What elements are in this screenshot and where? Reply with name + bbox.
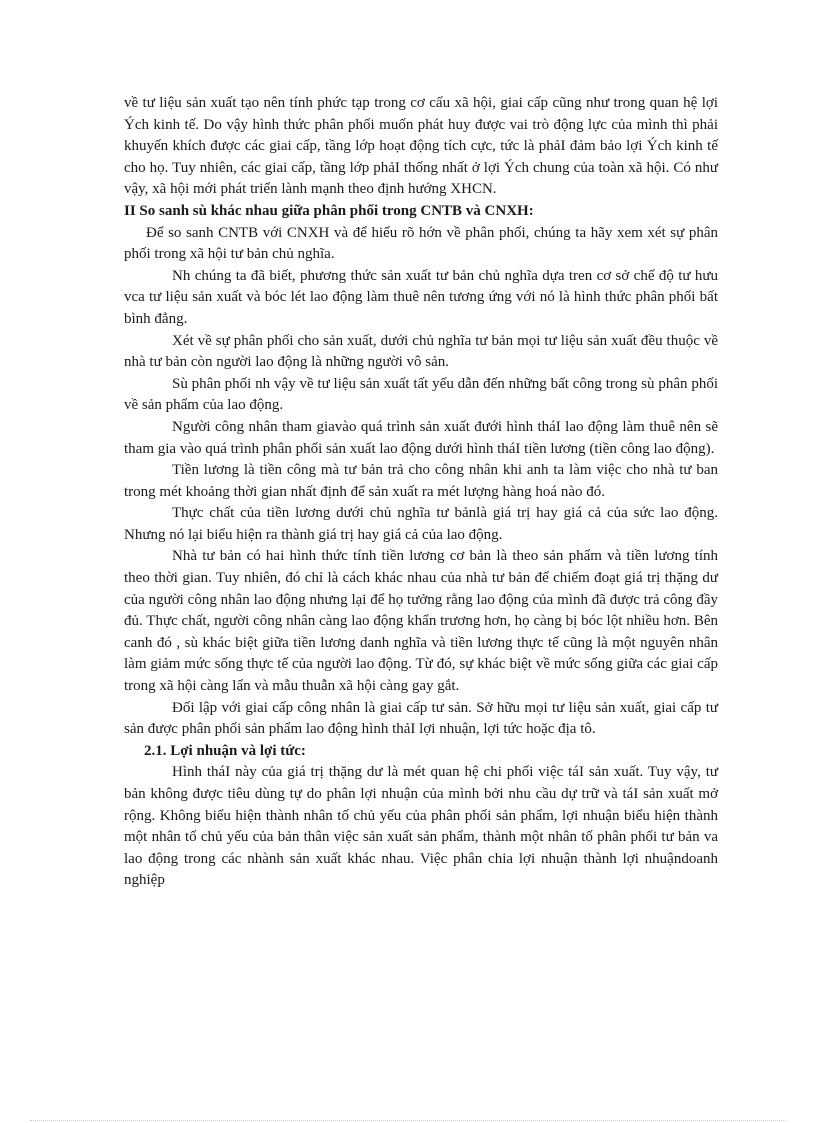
paragraph: Tiền lương là tiền công mà tư bản trả cho công nhân khi anh ta làm việc cho nhà tư ban trong mét khoảng thời gian nhất định để sản xuất ra mét lượng hàng hoá nào đó. bbox=[124, 462, 718, 500]
paragraph: Nh chúng ta đã biết, phương thức sản xuất tư bản chủ nghĩa dựa tren cơ sở chế độ tư hưu vca tư liệu sản xuất và bóc lét lao động làm thuê nên tương ứng với nó là hình thức phân phối bất bình đẳng. bbox=[124, 267, 718, 327]
paragraph: Xét về sự phân phối cho sản xuất, dưới chủ nghĩa tư bản mọi tư liệu sản xuất đều thuộc về nhà tư bản còn người lao động là những người vô sản. bbox=[124, 332, 718, 371]
paragraph: Đối lập với giai cấp công nhân là giai cấp tư sản. Sở hữu mọi tư liệu sản xuất, giai cấp tư sản được phân phối sản phẩm lao động hình thảI lợi nhuận, lợi tức hoặc địa tô. bbox=[124, 699, 718, 738]
paragraph: Nhà tư bản có hai hình thức tính tiền lương cơ bản là theo sản phẩm và tiền lương tính theo thời gian. Tuy nhiên, đó chỉ là cách khác nhau của nhà tư bản để chiếm đoạt giá trị thặng dư của người công nhân lao động nhưng lại để họ tưởng rằng lao động của mình đã được trả công đầy đủ. Thực chất, người công nhân càng lao động khẩn trương hơn, họ càng bị bóc lột nhiều hơn. Bên canh đó , sù khác biệt giữa tiền lương danh nghĩa và tiền lương thực tế cũng là một nguyên nhân làm giảm mức sống thực tế của người lao động. Từ đó, sự khác biệt về mức sống giữa các giai cấp trong xã hội càng lẩn và mẫu thuẫn xã hội càng gay gắt. bbox=[124, 548, 718, 695]
paragraph: Hình tháI này của giá trị thặng dư là mét quan hệ chi phối việc táI sản xuất. Tuy vậy, tư bản không được tiêu dùng tự do phân lợi nhuận của mình bởi nhu cầu dự trữ và táI sản xuất mở rộng. Không biểu hiện thành nhân tố chủ yếu của phân phối sản phẩm, lợi nhuận biểu hiện thành một nhân tố chủ yếu của bản thân việc sản xuất sản phẩm, thành một nhân tố phân phối tư bản va lao động trong các nhành sản xuất khác nhau. Việc phân chia lợi nhuận thành lợi nhuậndoanh nghiệp bbox=[124, 764, 718, 889]
paragraph: Để so sanh CNTB với CNXH và để hiểu rõ hớn về phân phối, chúng ta hãy xem xét sự phân phối trong xã hội tư bản chủ nghĩa. bbox=[124, 224, 718, 263]
paragraph-continuation: về tư liệu sản xuất tạo nên tính phức tạp trong cơ cấu xã hội, giai cấp cũng như trong quan hệ lợi Ých kinh tế. Do vậy hình thức phân phối muốn phát huy được vai trò động lực của mình thì phải khuyến khích được các giai cấp, tầng lớp hoạt động tích cực, tức là phảI đảm bảo lợi Ých kinh tế cho họ. Tuy nhiên, các giai cấp, tầng lớp phảI thống nhất ở lợi Ých chung của toàn xã hội. Có như vậy, xã hội mới phát triển lành mạnh theo định hướng XHCN. bbox=[124, 95, 718, 198]
paragraph: Sù phân phối nh vậy về tư liệu sản xuất tất yếu dẫn đến những bất công trong sù phân phối về sản phẩm của lao động. bbox=[124, 375, 718, 414]
paragraph: Thực chất của tiền lương dưới chủ nghĩa tư bảnlà giá trị hay giá cả của sức lao động. Nhưng nó lại biểu hiện ra thành giá trị hay giá cả của lao động. bbox=[124, 505, 718, 543]
section-heading: II So sanh sù khác nhau giữa phân phối trong CNTB và CNXH: bbox=[124, 202, 534, 219]
subsection-heading: 2.1. Lợi nhuận và lợi tức: bbox=[144, 742, 306, 759]
page-content bbox=[124, 93, 718, 892]
paragraph: Người công nhân tham giavào quá trình sản xuất đưới hình tháI lao động làm thuê nên sẽ tham gia vào quá trình phân phối sản xuất lao động dưới hình tháI tiền lương (tiền công lao động). bbox=[124, 418, 718, 457]
page-bottom-divider bbox=[30, 1120, 786, 1121]
